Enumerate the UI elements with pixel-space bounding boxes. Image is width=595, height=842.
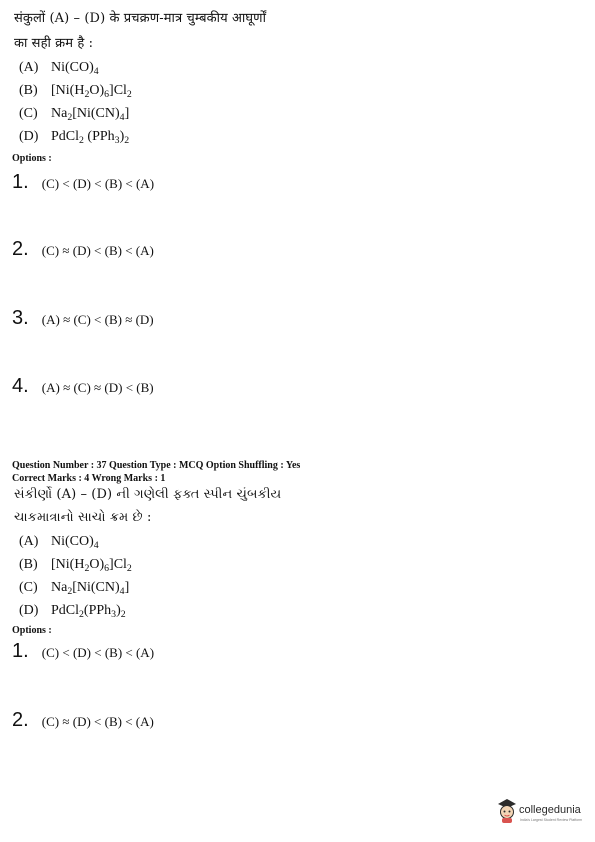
option-number: 3. [12,307,29,329]
q1-compound-a: (A) $Ni(CO)_4$ [19,60,99,77]
q2-meta-line1: Question Number : 37 Question Type : MCQ Option Shuffling : Yes [12,460,301,471]
q1-options-label: Options : [12,153,52,164]
q1-compound-c: (C) $Na_2[Ni(CN)_4]$ [19,106,130,123]
q2-options-label: Options : [12,625,52,636]
q1-stem-line1: संकुलों (A) – (D) के प्रचक्रण-मात्र चुम्बकीय आघूर्णों [14,11,267,26]
q2-compound-d: (D) $PdCl_2(PPh_3)_2$ [19,603,126,620]
option-number: 4. [12,375,29,397]
q2-compound-a: (A) $Ni(CO)_4$ [19,534,99,551]
graduate-mascot-icon [496,798,518,824]
q2-stem-line1: સંકીર્ણો (A) – (D) ની ગણેલી ફક્ત સ્પીન ચુંબકીય [14,487,282,502]
q1-compound-d: (D) PdCl$_2$ $(PPh_3)_2$ [19,129,130,146]
collegedunia-logo[interactable] [496,798,588,828]
option-number: 1. [12,640,29,662]
q2-meta-line2: Correct Marks : 4 Wrong Marks : 1 [12,473,166,484]
q1-compound-b: (B) $[Ni(H_2O)_6]Cl_2$ [19,83,132,100]
q1-option-1[interactable] [12,171,154,194]
option-text: (A) ≈ (C) < (B) ≈ (D) [41,312,154,327]
q1-stem-line2: का सही क्रम है : [14,36,94,51]
option-text: (C) < (D) < (B) < (A) [41,176,155,191]
option-number: 2. [12,238,29,260]
logo-wordmark: collegedunia [519,804,581,816]
option-number: 2. [12,709,29,731]
q1-option-3[interactable] [12,307,154,330]
q2-compound-c: (C) $Na_2[Ni(CN)_4]$ [19,580,130,597]
q1-option-2[interactable] [12,238,154,261]
option-number: 1. [12,171,29,193]
q2-stem-line2: ચાકમાત્રાનો સાચો ક્રમ છે : [14,510,152,525]
q1-option-4[interactable] [12,375,154,398]
q2-option-2[interactable] [12,709,154,732]
option-text: (C) ≈ (D) < (B) < (A) [41,243,154,258]
option-text: (C) < (D) < (B) < (A) [41,645,155,660]
logo-tagline: India's Largest Student Review Platform [520,818,583,822]
option-text: (A) ≈ (C) ≈ (D) < (B) [41,380,154,395]
q2-compound-b: (B) $[Ni(H_2O)_6]Cl_2$ [19,557,132,574]
option-text: (C) ≈ (D) < (B) < (A) [41,714,154,729]
q2-option-1[interactable] [12,640,154,663]
